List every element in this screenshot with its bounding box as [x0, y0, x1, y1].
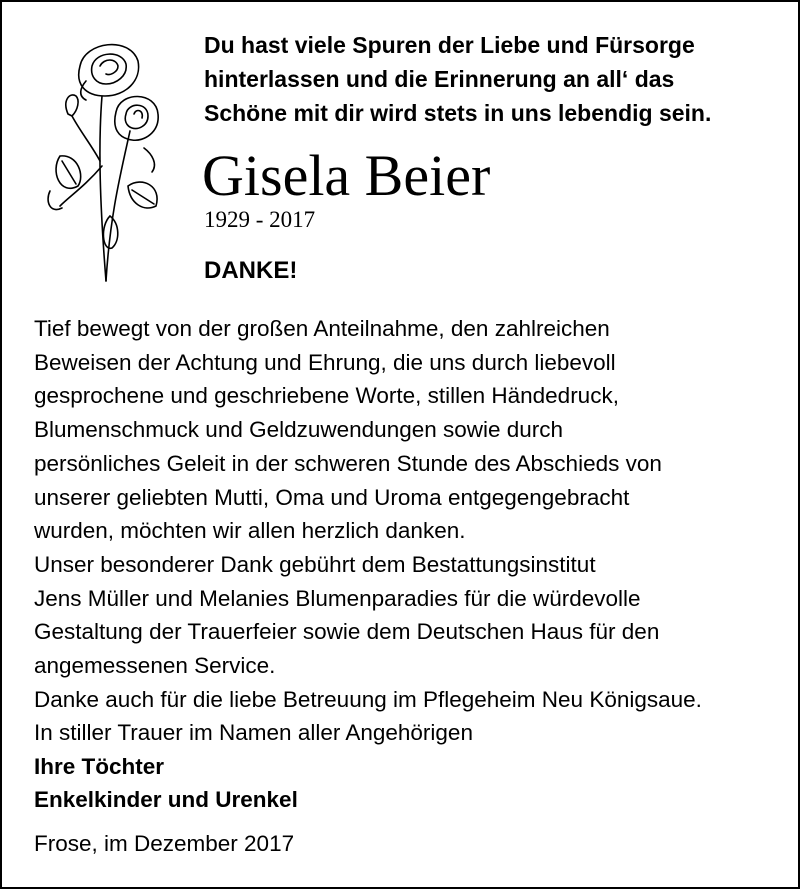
quote-line: Du hast viele Spuren der Liebe und Fürsorge	[204, 32, 695, 58]
signature-intro: In stiller Trauer im Namen aller Angehörigen	[34, 720, 473, 745]
body-line: angemessenen Service.	[34, 653, 276, 679]
life-dates: 1929 - 2017	[204, 207, 316, 232]
body-line: Jens Müller und Melanies Blumenparadies für die würdevolle	[34, 585, 641, 611]
deceased-name: Gisela Beier	[202, 143, 491, 208]
signature-daughters: Ihre Töchter	[34, 753, 165, 779]
quote-line: hinterlassen und die Erinnerung an all‘ das	[204, 66, 675, 92]
thanks-text	[34, 312, 702, 716]
body-line: Unser besonderer Dank gebührt dem Bestattungsinstitut	[34, 551, 596, 577]
body-line: Beweisen der Achtung und Ehrung, die uns durch liebevoll	[34, 349, 616, 375]
rose-drawing-icon	[40, 36, 170, 286]
place-and-date: Frose, im Dezember 2017	[34, 831, 295, 856]
thanks-heading: DANKE!	[204, 257, 298, 284]
body-line: unserer geliebten Mutti, Oma und Uroma entgegengebracht	[34, 484, 630, 510]
body-line: Danke auch für die liebe Betreuung im Pflegeheim Neu Königsaue.	[34, 686, 702, 712]
body-line: Tief bewegt von der großen Anteilnahme, den zahlreichen	[34, 316, 610, 341]
body-line: Gestaltung der Trauerfeier sowie dem Deutschen Haus für den	[34, 619, 660, 645]
body-line: persönliches Geleit in der schweren Stunde des Abschieds von	[34, 450, 662, 476]
memorial-quote	[204, 28, 711, 130]
quote-line: Schöne mit dir wird stets in uns lebendig sein.	[204, 100, 712, 126]
signature-grandchildren: Enkelkinder und Urenkel	[34, 787, 298, 812]
body-line: Blumenschmuck und Geldzuwendungen sowie durch	[34, 417, 564, 443]
body-line: wurden, möchten wir allen herzlich danken.	[34, 518, 466, 544]
body-line: gesprochene und geschriebene Worte, stillen Händedruck,	[34, 383, 619, 409]
signature-block	[34, 716, 473, 817]
